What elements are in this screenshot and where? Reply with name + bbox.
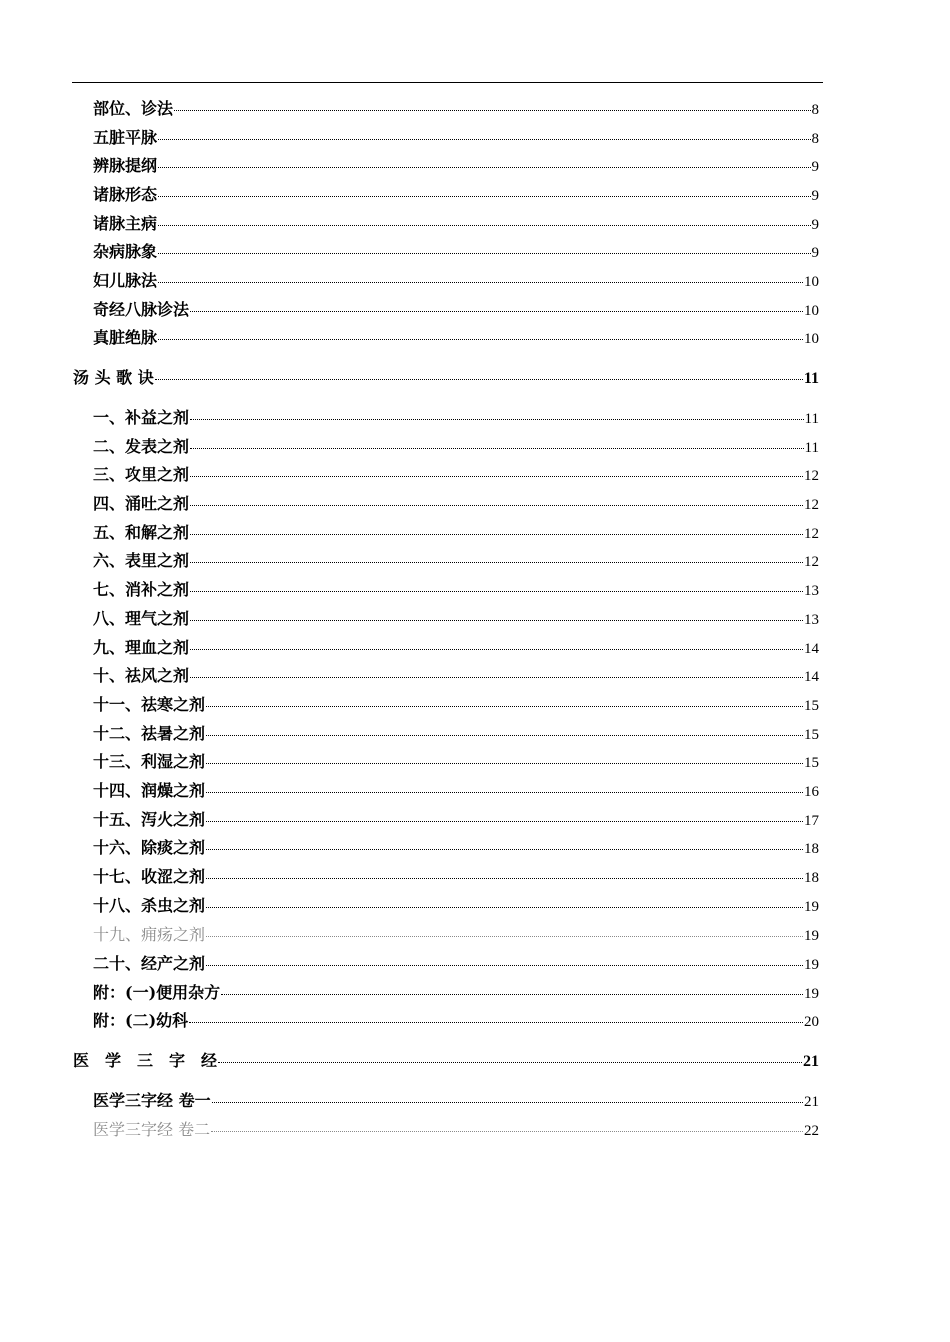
toc-chapter-entry[interactable] <box>73 1053 819 1070</box>
dot-leader <box>218 1062 802 1063</box>
toc-entry[interactable] <box>93 439 819 456</box>
toc-entry-page: 17 <box>804 813 819 829</box>
toc-entry[interactable] <box>93 410 819 427</box>
dot-leader <box>221 994 803 995</box>
toc-entry-page: 11 <box>804 440 819 456</box>
toc-entry-page: 9 <box>811 245 819 261</box>
toc-entry-page: 18 <box>804 870 819 886</box>
toc-entry-title: 十九、痈疡之剂 <box>93 925 206 944</box>
toc-entry-title: 二十、经产之剂 <box>93 954 206 973</box>
toc-chapter-title: 医 学 三 字 经 <box>73 1051 218 1070</box>
toc-entry-page: 14 <box>804 669 819 685</box>
toc-chapter-entry[interactable] <box>73 370 819 387</box>
toc-entry[interactable] <box>93 697 819 714</box>
toc-entry[interactable] <box>93 640 819 657</box>
toc-entry-page: 12 <box>804 526 819 542</box>
dot-leader <box>189 1022 803 1023</box>
toc-entry-page: 9 <box>811 188 819 204</box>
dot-leader <box>158 139 810 140</box>
toc-entry-title: 十三、利湿之剂 <box>93 752 206 771</box>
toc-entry-title: 十五、泻火之剂 <box>93 810 206 829</box>
toc-entry-title: 八、理气之剂 <box>93 609 190 628</box>
toc-entry-page: 12 <box>804 468 819 484</box>
toc-chapter-title: 汤 头 歌 诀 <box>73 368 154 387</box>
toc-entry-title: 十八、杀虫之剂 <box>93 896 206 915</box>
toc-entry[interactable] <box>93 582 819 599</box>
toc-entry-page: 18 <box>804 841 819 857</box>
toc-entry-title: 杂病脉象 <box>93 242 158 261</box>
toc-entry[interactable] <box>93 330 819 347</box>
dot-leader <box>206 965 803 966</box>
dot-leader <box>211 1131 803 1132</box>
dot-leader <box>174 110 810 111</box>
dot-leader <box>190 476 803 477</box>
toc-entry-title: 十二、祛暑之剂 <box>93 724 206 743</box>
toc-entry[interactable] <box>93 553 819 570</box>
toc-entry-title: 医学三字经 卷二 <box>93 1120 211 1139</box>
dot-leader <box>155 379 803 380</box>
toc-entry-page: 15 <box>804 698 819 714</box>
dot-leader <box>190 419 804 420</box>
toc-entry[interactable] <box>93 783 819 800</box>
toc-entry[interactable] <box>93 985 819 1002</box>
dot-leader <box>190 677 803 678</box>
toc-entry-page: 21 <box>804 1094 819 1110</box>
toc-entry-page: 8 <box>811 102 819 118</box>
toc-entry[interactable] <box>93 668 819 685</box>
toc-entry[interactable] <box>93 216 819 233</box>
toc-entry[interactable] <box>93 302 819 319</box>
toc-chapter-page: 21 <box>803 1053 819 1070</box>
toc-entry[interactable] <box>93 812 819 829</box>
toc-entry-title: 四、涌吐之剂 <box>93 494 190 513</box>
toc-entry-page: 8 <box>811 131 819 147</box>
toc-entry[interactable] <box>93 898 819 915</box>
dot-leader <box>206 878 803 879</box>
dot-leader <box>190 562 803 563</box>
toc-entry-page: 12 <box>804 497 819 513</box>
dot-leader <box>158 253 810 254</box>
toc-entry-page: 13 <box>804 583 819 599</box>
toc-entry-title: 诸脉形态 <box>93 185 158 204</box>
toc-entry-title: 十七、收涩之剂 <box>93 867 206 886</box>
toc-entry[interactable] <box>93 101 819 118</box>
toc-entry-page: 13 <box>804 612 819 628</box>
toc-entry-title: 五、和解之剂 <box>93 523 190 542</box>
toc-entry-title: 十、祛风之剂 <box>93 666 190 685</box>
dot-leader <box>158 339 803 340</box>
dot-leader <box>190 311 803 312</box>
toc-entry[interactable] <box>93 840 819 857</box>
dot-leader <box>190 505 803 506</box>
toc-entry-title: 辨脉提纲 <box>93 156 158 175</box>
toc-entry[interactable] <box>93 927 819 944</box>
toc-entry[interactable] <box>93 130 819 147</box>
toc-entry-title: 十一、祛寒之剂 <box>93 695 206 714</box>
toc-entry-page: 16 <box>804 784 819 800</box>
toc-entry-page: 14 <box>804 641 819 657</box>
toc-entry[interactable] <box>93 496 819 513</box>
toc-entry-title: 医学三字经 卷一 <box>93 1091 211 1110</box>
toc-entry-title: 妇儿脉法 <box>93 271 158 290</box>
dot-leader <box>190 649 803 650</box>
dot-leader <box>190 448 804 449</box>
dot-leader <box>206 821 803 822</box>
dot-leader <box>190 620 803 621</box>
toc-entry[interactable] <box>93 611 819 628</box>
toc-entry[interactable] <box>93 158 819 175</box>
dot-leader <box>206 849 803 850</box>
dot-leader <box>206 936 803 937</box>
dot-leader <box>206 763 803 764</box>
toc-entry[interactable] <box>93 187 819 204</box>
dot-leader <box>190 591 803 592</box>
toc-entry-page: 22 <box>804 1123 819 1139</box>
toc-entry-page: 15 <box>804 755 819 771</box>
toc-entry-title: 七、消补之剂 <box>93 580 190 599</box>
toc-entry-page: 11 <box>804 411 819 427</box>
toc-entry-title: 六、表里之剂 <box>93 551 190 570</box>
toc-entry-page: 19 <box>804 986 819 1002</box>
dot-leader <box>206 792 803 793</box>
toc-entry[interactable] <box>93 726 819 743</box>
toc-chapter-page: 11 <box>803 370 819 387</box>
dot-leader <box>190 534 803 535</box>
toc-entry-title: 真脏绝脉 <box>93 328 158 347</box>
dot-leader <box>158 225 810 226</box>
toc-entry-page: 15 <box>804 727 819 743</box>
toc-entry-title: 三、攻里之剂 <box>93 465 190 484</box>
toc-entry[interactable] <box>93 1013 819 1030</box>
toc-entry-title: 奇经八脉诊法 <box>93 300 190 319</box>
toc-entry[interactable] <box>93 1122 819 1139</box>
dot-leader <box>158 196 810 197</box>
toc-entry-title: 附：(二)幼科 <box>93 1011 189 1030</box>
toc-entry-title: 一、补益之剂 <box>93 408 190 427</box>
toc-entry[interactable] <box>93 1093 819 1110</box>
toc-entry-page: 10 <box>804 274 819 290</box>
dot-leader <box>158 282 803 283</box>
toc-entry[interactable] <box>93 467 819 484</box>
toc-entry-page: 10 <box>804 331 819 347</box>
dot-leader <box>206 907 803 908</box>
toc-entry[interactable] <box>93 525 819 542</box>
toc-entry-page: 12 <box>804 554 819 570</box>
toc-entry-page: 20 <box>804 1014 819 1030</box>
toc-entry-title: 附：(一)便用杂方 <box>93 983 221 1002</box>
toc-entry[interactable] <box>93 754 819 771</box>
dot-leader <box>158 167 810 168</box>
toc-entry[interactable] <box>93 244 819 261</box>
toc-entry-title: 二、发表之剂 <box>93 437 190 456</box>
dot-leader <box>212 1102 803 1103</box>
toc-entry-page: 19 <box>804 957 819 973</box>
toc-entry-page: 9 <box>811 217 819 233</box>
toc-entry-page: 19 <box>804 899 819 915</box>
dot-leader <box>206 735 803 736</box>
toc-entry-title: 十四、润燥之剂 <box>93 781 206 800</box>
toc-entry-title: 诸脉主病 <box>93 214 158 233</box>
toc-entry[interactable] <box>93 273 819 290</box>
toc-entry-page: 9 <box>811 159 819 175</box>
toc-entry-title: 十六、除痰之剂 <box>93 838 206 857</box>
toc-entry-title: 五脏平脉 <box>93 128 158 147</box>
toc-entry-title: 部位、诊法 <box>93 99 174 118</box>
header-rule <box>72 82 823 83</box>
toc-entry-title: 九、理血之剂 <box>93 638 190 657</box>
toc-entry[interactable] <box>93 956 819 973</box>
toc-entry-page: 19 <box>804 928 819 944</box>
dot-leader <box>206 706 803 707</box>
toc-entry[interactable] <box>93 869 819 886</box>
toc-entry-page: 10 <box>804 303 819 319</box>
